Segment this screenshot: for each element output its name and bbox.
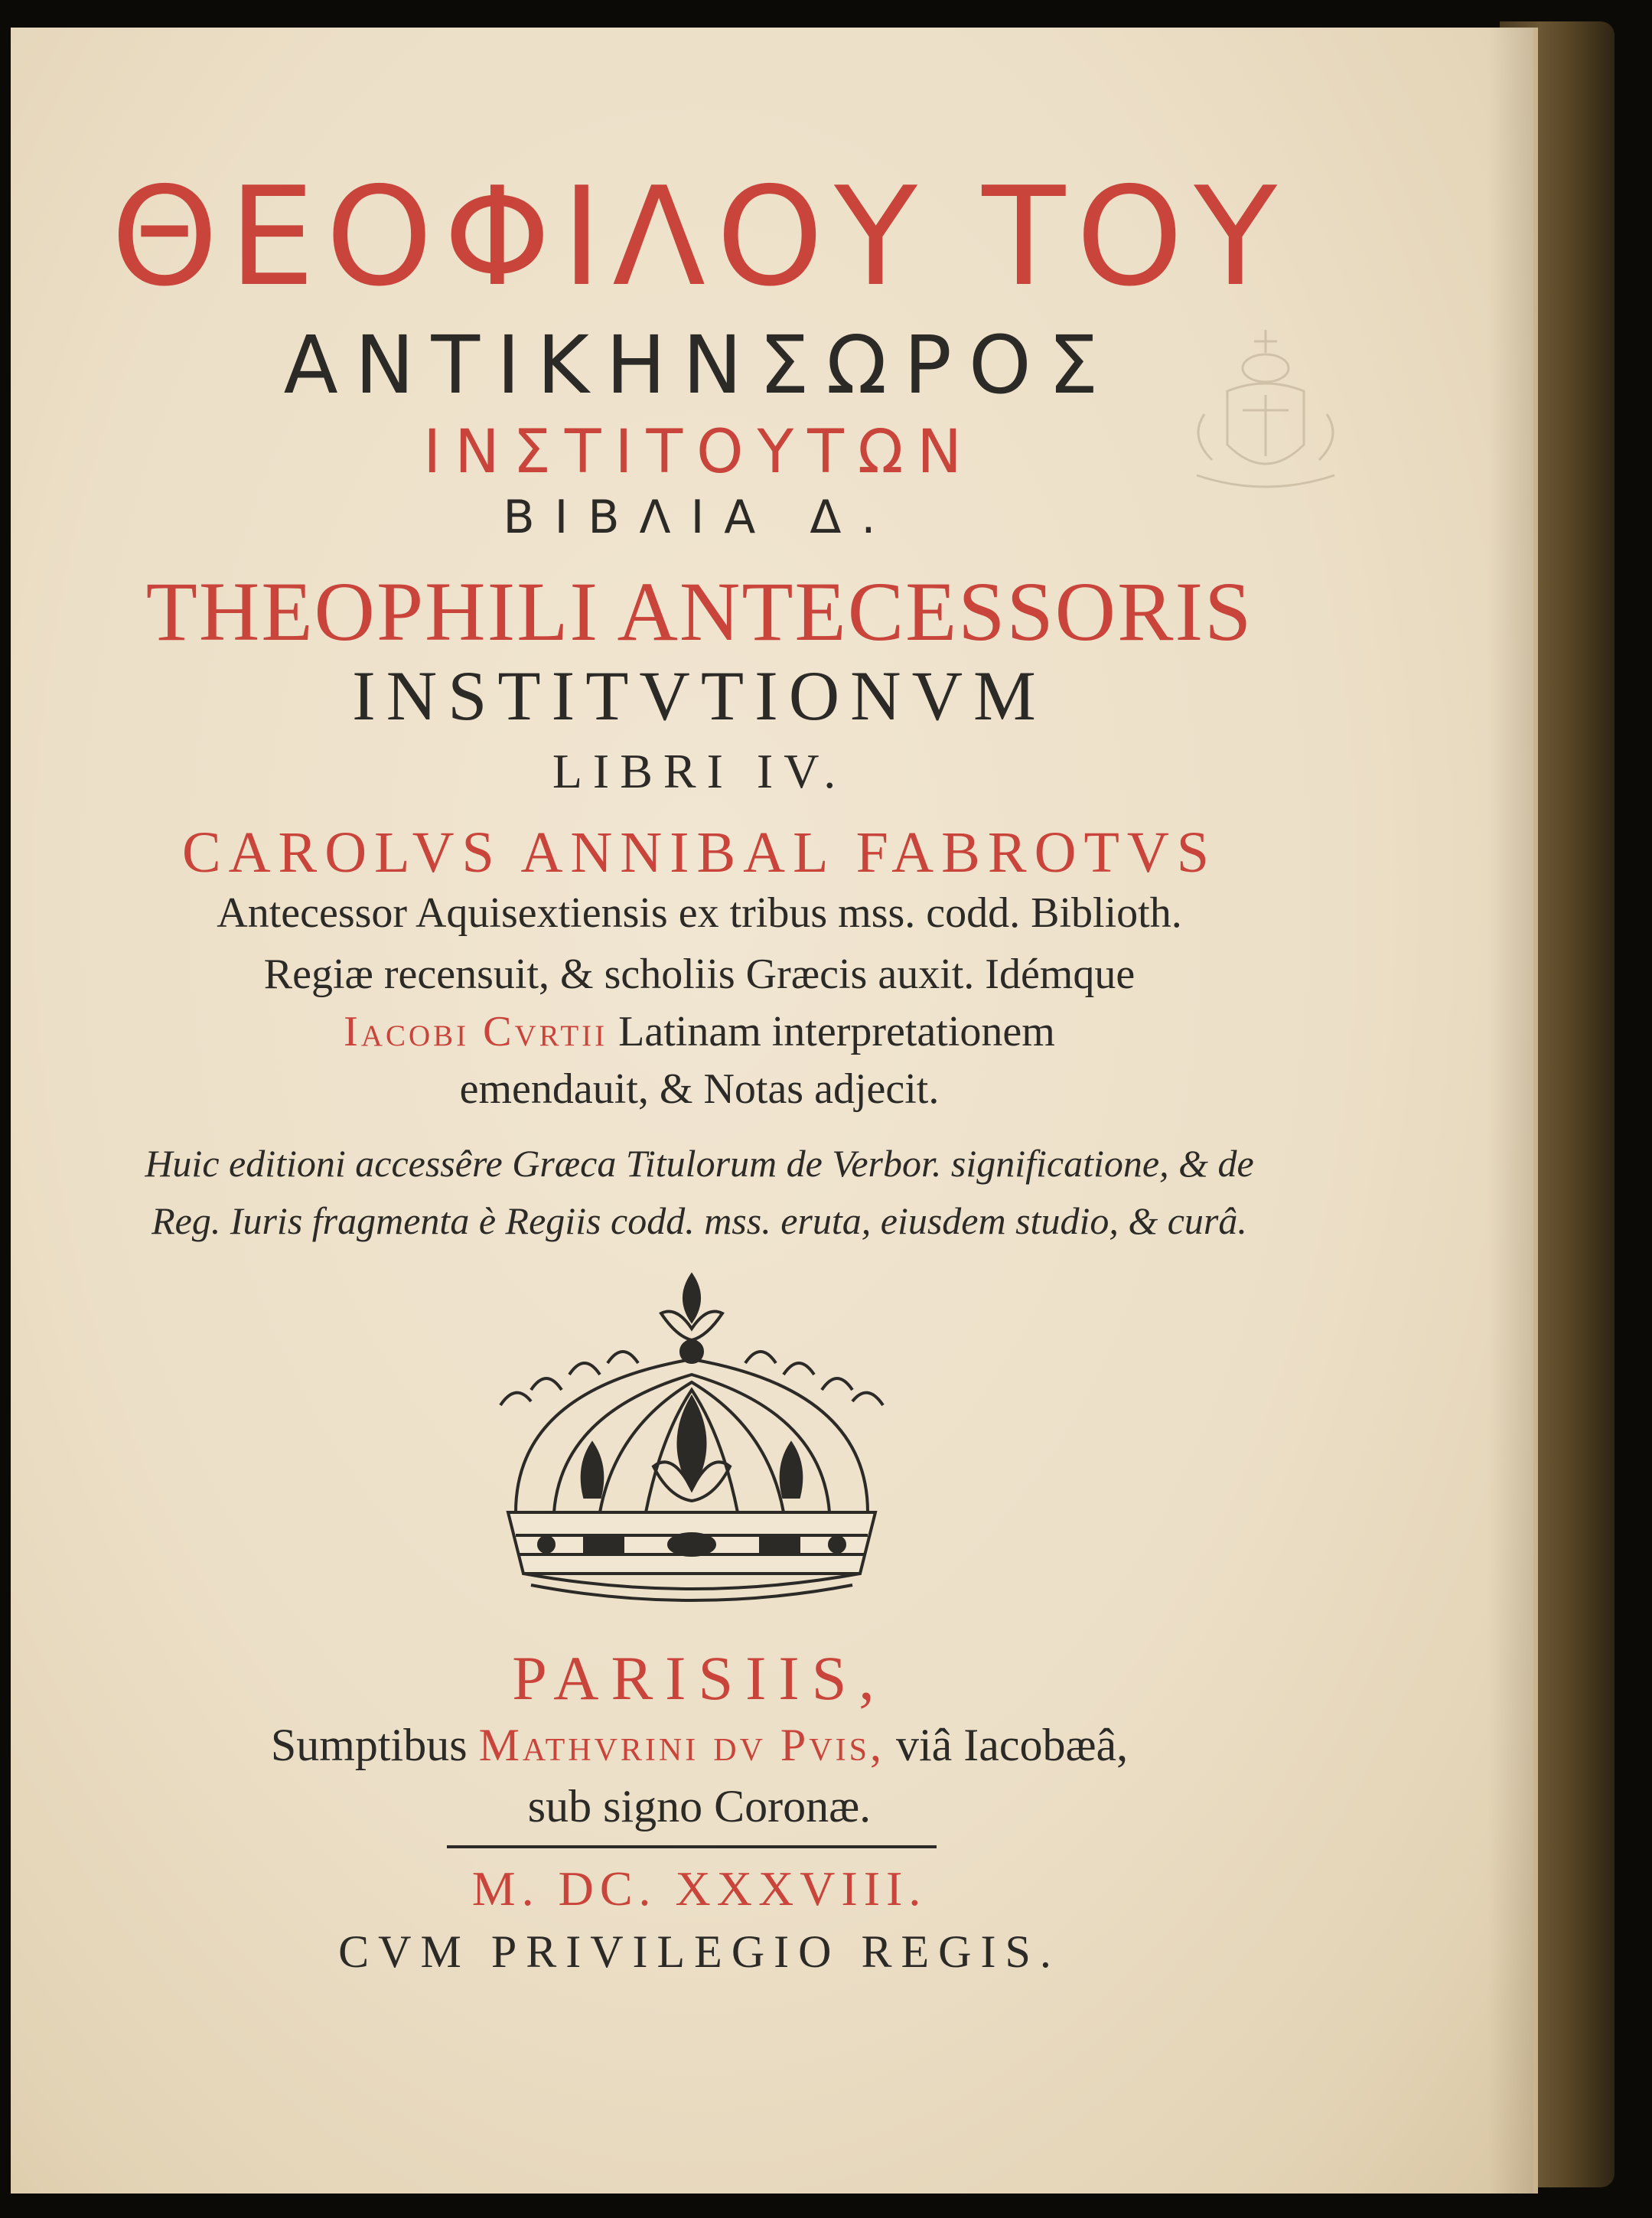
addendum-line-2: Reg. Iuris fragmenta è Regiis codd. mss. eruta, eiusdem studio, & curâ.	[152, 1199, 1247, 1242]
latin-title-line-2: INSTITVTIONVM	[352, 657, 1047, 735]
title-page	[11, 28, 1538, 2194]
author-credit-line-3-rest: Latinam interpretationem	[618, 1008, 1055, 1055]
author-name: CAROLVS ANNIBAL FABROTVS	[181, 820, 1217, 885]
imprint-sumptibus: Sumptibus	[270, 1720, 468, 1770]
greek-title-line-1: ΘΕΟΦΙΛΟΥ ΤΟΥ	[110, 158, 1289, 316]
author-credit-line-2: Regiæ recensuit, & scholiis Græcis auxit. Idémque	[263, 951, 1136, 998]
author-credit-line-3	[11, 1007, 1388, 1056]
crown-icon	[470, 1267, 914, 1619]
author-credit-line-1: Antecessor Aquisextiensis ex tribus mss. codd. Biblioth.	[217, 889, 1182, 937]
imprint-street: viâ Iacobæâ,	[895, 1720, 1129, 1770]
imprint-date: M. DC. XXXVIII.	[471, 1861, 927, 1916]
greek-title-line-2: ΑΝΤΙΚΗΝΣΩΡΟΣ	[283, 318, 1116, 412]
greek-title-line-3: ΙΝΣΤΙΤΟΥΤΩΝ	[423, 418, 976, 487]
addendum-line-1: Huic editioni accessêre Græca Titulorum de Verbor. significatione, & de	[145, 1142, 1254, 1185]
greek-title-line-4: ΒΙΒΛΙΑ Δ.	[503, 491, 896, 544]
author-credit-line-4: emendauit, & Notas adjecit.	[459, 1065, 940, 1113]
curtius-name: Iacobi Cvrtii	[344, 1008, 608, 1055]
imprint-sign: sub signo Coronæ.	[527, 1781, 872, 1831]
library-stamp-icon	[1174, 322, 1357, 498]
latin-title-line-3: LIBRI IV.	[552, 744, 847, 798]
imprint-publisher: Mathvrini dv Pvis,	[478, 1720, 885, 1770]
imprint-publisher-line	[11, 1719, 1388, 1772]
latin-title-line-1: THEOPHILI ANTECESSORIS	[145, 565, 1253, 658]
page-gutter-shadow	[1487, 28, 1533, 2194]
imprint-rule	[447, 1845, 937, 1848]
imprint-place: PARISIIS,	[512, 1643, 887, 1713]
royal-privilege: CVM PRIVILEGIO REGIS.	[338, 1926, 1061, 1977]
